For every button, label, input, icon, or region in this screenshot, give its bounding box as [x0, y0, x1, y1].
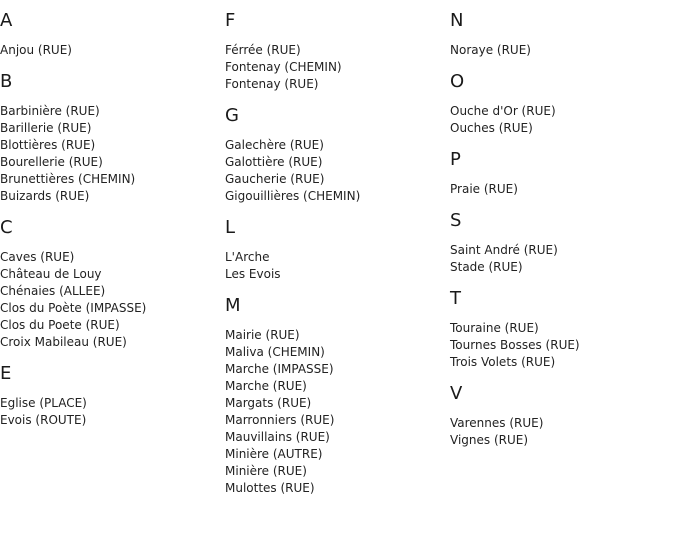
street-link[interactable]: Bourellerie (RUE) [0, 155, 103, 169]
street-link[interactable]: Praie (RUE) [450, 182, 518, 196]
street-link[interactable]: Marronniers (RUE) [225, 413, 335, 427]
street-list [0, 103, 220, 205]
letter-heading: L [225, 217, 236, 238]
letter-heading: S [450, 210, 462, 231]
street-link[interactable]: Buizards (RUE) [0, 189, 90, 203]
letter-group-l [225, 217, 445, 283]
street-link[interactable]: Blottières (RUE) [0, 138, 96, 152]
letter-heading: E [0, 363, 12, 384]
letter-heading: C [0, 217, 13, 238]
street-list [450, 181, 670, 198]
street-link[interactable]: Minière (AUTRE) [225, 447, 323, 461]
street-list [225, 137, 445, 205]
street-link[interactable]: L'Arche [225, 250, 270, 264]
letter-heading: P [450, 149, 461, 170]
street-link[interactable]: Marche (IMPASSE) [225, 362, 334, 376]
street-link[interactable]: Château de Louy [0, 267, 102, 281]
index-column-1 [0, 10, 220, 441]
letter-group-n [450, 10, 670, 59]
street-link[interactable]: Mulottes (RUE) [225, 481, 315, 495]
letter-heading: G [225, 105, 239, 126]
street-link[interactable]: Caves (RUE) [0, 250, 75, 264]
street-list [225, 327, 445, 497]
street-link[interactable]: Marche (RUE) [225, 379, 307, 393]
street-link[interactable]: Croix Mabileau (RUE) [0, 335, 127, 349]
street-list [450, 242, 670, 276]
letter-heading: A [0, 10, 13, 31]
street-link[interactable]: Margats (RUE) [225, 396, 312, 410]
letter-group-s [450, 210, 670, 276]
street-link[interactable]: Evois (ROUTE) [0, 413, 87, 427]
street-link[interactable]: Mairie (RUE) [225, 328, 300, 342]
street-list [450, 103, 670, 137]
street-link[interactable]: Vignes (RUE) [450, 433, 529, 447]
street-link[interactable]: Chénaies (ALLEE) [0, 284, 106, 298]
street-list [225, 249, 445, 283]
street-list [450, 320, 670, 371]
street-list [450, 415, 670, 449]
letter-heading: T [450, 288, 461, 309]
street-link[interactable]: Galechère (RUE) [225, 138, 324, 152]
letter-group-p [450, 149, 670, 198]
letter-group-f [225, 10, 445, 93]
street-list [450, 42, 670, 59]
street-link[interactable]: Eglise (PLACE) [0, 396, 87, 410]
street-link[interactable]: Barbinière (RUE) [0, 104, 100, 118]
street-link[interactable]: Varennes (RUE) [450, 416, 544, 430]
letter-group-g [225, 105, 445, 205]
street-link[interactable]: Brunettières (CHEMIN) [0, 172, 136, 186]
street-link[interactable]: Minière (RUE) [225, 464, 307, 478]
street-link[interactable]: Fontenay (RUE) [225, 77, 319, 91]
street-link[interactable]: Trois Volets (RUE) [450, 355, 556, 369]
index-column-2 [225, 10, 445, 509]
street-link[interactable]: Gaucherie (RUE) [225, 172, 325, 186]
letter-group-o [450, 71, 670, 137]
letter-heading: B [0, 71, 13, 92]
street-link[interactable]: Clos du Poete (RUE) [0, 318, 120, 332]
letter-group-c [0, 217, 220, 351]
street-link[interactable]: Mauvillains (RUE) [225, 430, 330, 444]
letter-heading: M [225, 295, 241, 316]
street-link[interactable]: Fontenay (CHEMIN) [225, 60, 342, 74]
letter-group-v [450, 383, 670, 449]
street-link[interactable]: Galottière (RUE) [225, 155, 323, 169]
letter-heading: O [450, 71, 465, 92]
letter-group-a [0, 10, 220, 59]
street-link[interactable]: Stade (RUE) [450, 260, 523, 274]
street-link[interactable]: Férrée (RUE) [225, 43, 301, 57]
street-list [0, 42, 220, 59]
street-link[interactable]: Noraye (RUE) [450, 43, 531, 57]
street-link[interactable]: Ouche d'Or (RUE) [450, 104, 556, 118]
street-link[interactable]: Anjou (RUE) [0, 43, 72, 57]
street-list [0, 395, 220, 429]
street-link[interactable]: Saint André (RUE) [450, 243, 558, 257]
street-list [225, 42, 445, 93]
street-link[interactable]: Tournes Bosses (RUE) [450, 338, 580, 352]
letter-heading: F [225, 10, 236, 31]
street-link[interactable]: Barillerie (RUE) [0, 121, 92, 135]
street-link[interactable]: Ouches (RUE) [450, 121, 533, 135]
street-link[interactable]: Maliva (CHEMIN) [225, 345, 325, 359]
letter-group-b [0, 71, 220, 205]
street-list [0, 249, 220, 351]
index-column-3 [450, 10, 670, 461]
letter-group-t [450, 288, 670, 371]
street-link[interactable]: Touraine (RUE) [450, 321, 539, 335]
letter-group-e [0, 363, 220, 429]
letter-group-m [225, 295, 445, 497]
letter-heading: V [450, 383, 463, 404]
street-link[interactable]: Les Evois [225, 267, 281, 281]
street-link[interactable]: Clos du Poète (IMPASSE) [0, 301, 147, 315]
letter-heading: N [450, 10, 464, 31]
street-link[interactable]: Gigouillières (CHEMIN) [225, 189, 361, 203]
